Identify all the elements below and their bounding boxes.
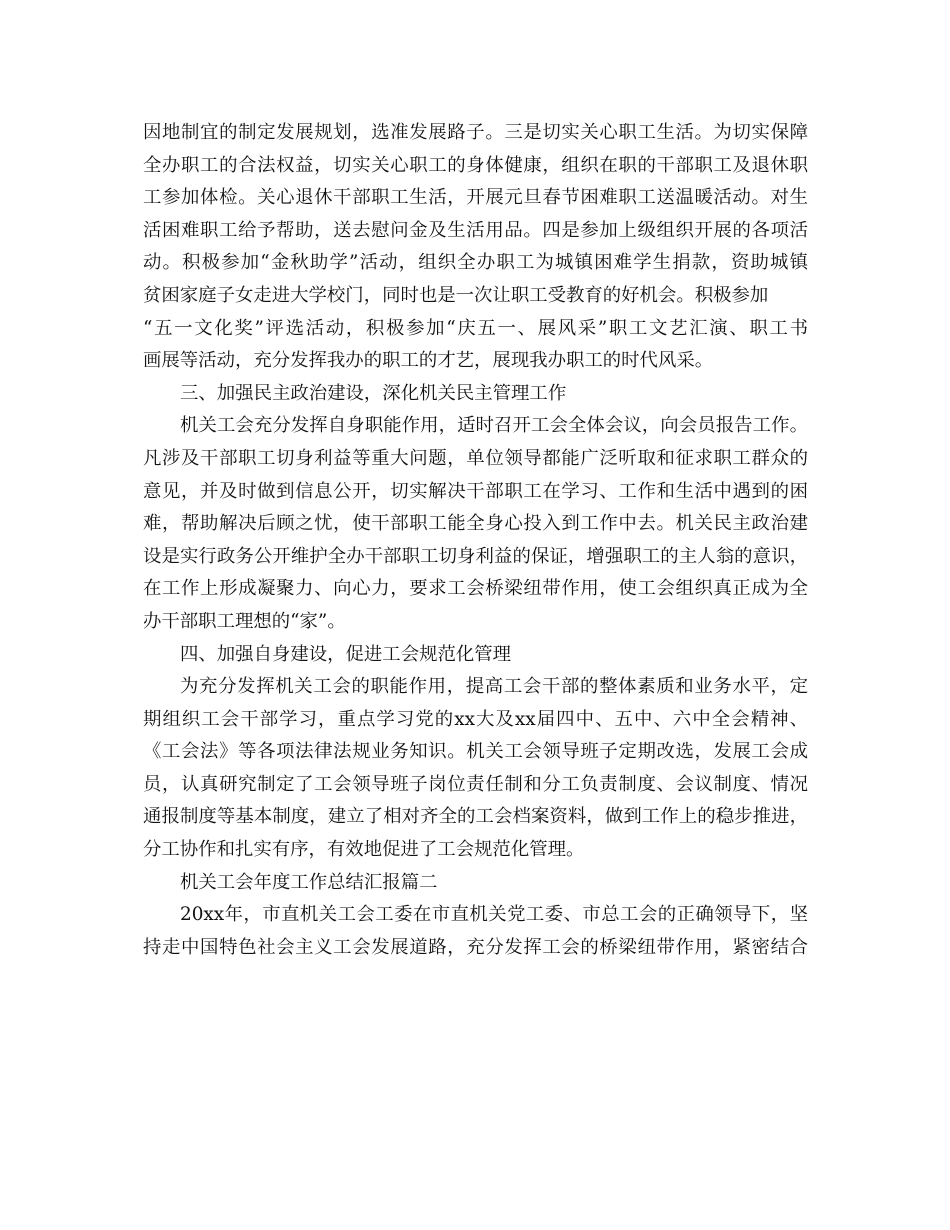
text-line: 全办职工的合法权益，切实关心职工的身体健康，组织在职的干部职工及退休职 (143, 154, 808, 176)
text-line: 机关工会充分发挥自身职能作用，适时召开工会全体会议，向会员报告工作。 (180, 415, 808, 437)
text-line: 20xx年，市直机关工会工委在市直机关党工委、市总工会的正确领导下，坚 (180, 904, 808, 926)
text-line: 办干部职工理想的“家”。 (143, 610, 346, 632)
text-line: 意见，并及时做到信息公开，切实解决干部职工在学习、工作和生活中遇到的困 (143, 480, 808, 502)
text-line: 机关工会年度工作总结汇报篇二 (180, 871, 438, 893)
text-line: 持走中国特色社会主义工会发展道路，充分发挥工会的桥梁纽带作用，紧密结合 (143, 936, 808, 958)
text-line: “五一文化奖”评选活动，积极参加“庆五一、展风采”职工文艺汇演、职工书 (143, 317, 808, 339)
text-line: 贫困家庭子女走进大学校门，同时也是一次让职工受教育的好机会。积极参加 (143, 284, 769, 306)
document-body (143, 117, 808, 964)
text-line: 难，帮助解决后顾之忧，使干部职工能全身心投入到工作中去。机关民主政治建 (143, 513, 808, 535)
text-line: 在工作上形成凝聚力、向心力，要求工会桥梁纽带作用，使工会组织真正成为全 (143, 578, 808, 600)
text-line: 《工会法》等各项法律法规业务知识。机关工会领导班子定期改选，发展工会成 (143, 741, 808, 763)
text-line: 员，认真研究制定了工会领导班子岗位责任制和分工负责制度、会议制度、情况 (143, 773, 808, 795)
text-line: 活困难职工给予帮助，送去慰问金及生活用品。四是参加上级组织开展的各项活 (143, 219, 808, 241)
text-line: 动。积极参加“金秋助学”活动，组织全办职工为城镇困难学生捐款，资助城镇 (143, 252, 808, 274)
text-line: 通报制度等基本制度，建立了相对齐全的工会档案资料，做到工作上的稳步推进， (143, 806, 808, 828)
text-line: 期组织工会干部学习，重点学习党的xx大及xx届四中、五中、六中全会精神、 (143, 708, 808, 730)
text-line: 工参加体检。关心退休干部职工生活，开展元旦春节困难职工送温暖活动。对生 (143, 187, 808, 209)
text-line: 画展等活动，充分发挥我办的职工的才艺，展现我办职工的时代风采。 (143, 350, 714, 372)
text-line: 三、加强民主政治建设，深化机关民主管理工作 (180, 382, 567, 404)
text-line: 分工协作和扎实有序，有效地促进了工会规范化管理。 (143, 839, 585, 861)
text-line: 设是实行政务公开维护全办干部职工切身利益的保证，增强职工的主人翁的意识， (143, 545, 808, 567)
text-line: 因地制宜的制定发展规划，选准发展路子。三是切实关心职工生活。为切实保障 (143, 122, 808, 143)
text-line: 凡涉及干部职工切身利益等重大问题，单位领导都能广泛听取和征求职工群众的 (143, 447, 808, 469)
text-line: 四、加强自身建设，促进工会规范化管理 (180, 643, 512, 665)
text-line: 为充分发挥机关工会的职能作用，提高工会干部的整体素质和业务水平，定 (180, 676, 808, 698)
